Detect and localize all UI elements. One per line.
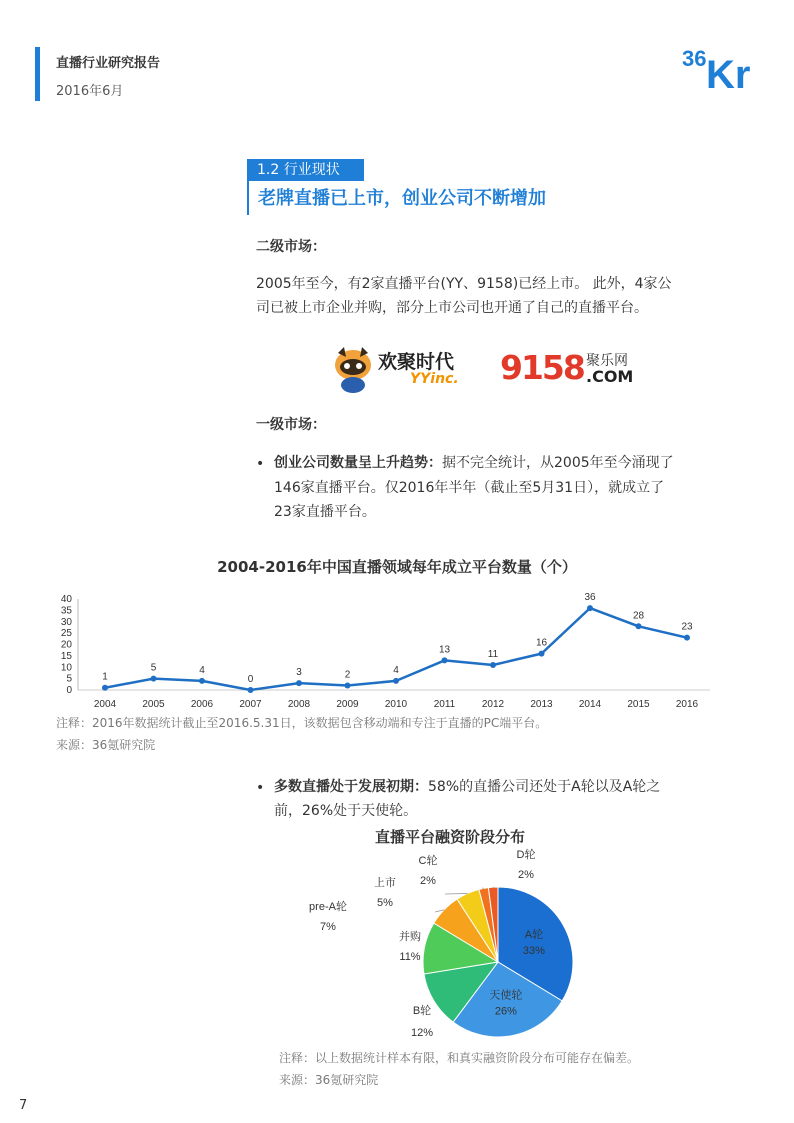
- line-chart-point: [296, 680, 302, 686]
- line-chart-y-tick: 25: [60, 628, 72, 640]
- line-chart-x-tick: 2012: [481, 699, 505, 710]
- line-chart: [40, 590, 720, 712]
- line-chart-point: [587, 605, 593, 611]
- 9158-logo-number: 9158: [500, 348, 584, 387]
- line-chart-y-tick: 5: [66, 673, 72, 685]
- line-chart-data-label: 4: [393, 664, 399, 676]
- secondary-market-label: 二级市场：: [256, 239, 326, 255]
- bullet-2-line1: [274, 775, 734, 800]
- report-date: 2016年6月: [56, 84, 124, 99]
- section-divider: [247, 181, 249, 215]
- primary-market-label: 一级市场：: [256, 417, 326, 433]
- line-chart-point: [539, 651, 545, 657]
- line-chart-series-line: [105, 608, 687, 690]
- 9158-logo-com: .COM: [586, 367, 634, 386]
- line-chart-note: 注释：2016年数据统计截止至2016.5.31日，该数据包含移动端和专注于直播的PC端平台。: [56, 716, 548, 730]
- 36kr-logo: [682, 42, 766, 92]
- line-chart-data-label: 13: [438, 644, 451, 656]
- line-chart-data-label: 28: [632, 610, 645, 622]
- pie-slice-pct: 5%: [377, 897, 393, 909]
- svg-text:36: 36: [682, 46, 707, 71]
- line-chart-x-tick: 2004: [93, 699, 117, 710]
- line-chart-data-label: 2: [344, 669, 351, 681]
- 9158-logo: [500, 342, 640, 392]
- line-chart-x-tick: 2006: [190, 699, 214, 710]
- pie-slice-pct: 33%: [522, 944, 545, 957]
- line-chart-data-label: 3: [296, 667, 302, 679]
- bullet-2-line2: 前，26%处于天使轮。: [274, 803, 418, 819]
- line-chart-data-label: 5: [150, 662, 157, 674]
- line-chart-point: [199, 678, 205, 684]
- line-chart-point: [102, 685, 108, 691]
- section-heading: 老牌直播已上市，创业公司不断增加: [258, 188, 546, 209]
- pie-slice-label: pre-A轮: [309, 901, 347, 913]
- line-chart-point: [636, 623, 642, 629]
- bullet-1-dot: •: [256, 456, 265, 472]
- pie-slice-pct: 12%: [410, 1027, 434, 1039]
- line-chart-x-tick: 2013: [530, 699, 553, 710]
- page-number: 7: [19, 1098, 28, 1113]
- line-chart-y-tick: 10: [60, 662, 72, 674]
- line-chart-data-label: 11: [487, 648, 499, 660]
- report-title: 直播行业研究报告: [56, 56, 161, 71]
- bullet-2-bold: 多数直播处于发展初期：: [274, 779, 428, 795]
- line-chart-x-tick: 2005: [142, 699, 165, 710]
- line-chart-point: [393, 678, 399, 684]
- pie-chart: [300, 848, 600, 1044]
- line-chart-y-tick: 15: [60, 650, 72, 662]
- line-chart-data-label: 23: [681, 621, 693, 633]
- line-chart-point: [151, 676, 157, 682]
- bullet-2-text: 58%的直播公司还处于A轮以及A轮之: [428, 779, 661, 795]
- bullet-1-line1: [274, 451, 734, 476]
- pie-chart-title: 直播平台融资阶段分布: [374, 828, 525, 846]
- line-chart-data-label: 36: [584, 592, 596, 604]
- svg-text:Kr: Kr: [706, 53, 751, 92]
- pie-slice-label: D轮: [516, 849, 536, 861]
- line-chart-x-tick: 2009: [336, 699, 359, 710]
- line-chart-title: 2004-2016年中国直播领域每年成立平台数量（个）: [217, 558, 577, 576]
- line-chart-x-tick: 2016: [675, 699, 699, 710]
- pie-slice-pct: 2%: [518, 869, 534, 881]
- pie-slice-pct: 7%: [320, 921, 336, 933]
- line-chart-point: [345, 682, 351, 688]
- line-chart-x-tick: 2007: [239, 699, 262, 710]
- header-accent-bar: [35, 47, 40, 101]
- line-chart-y-tick: 40: [60, 594, 72, 605]
- line-chart-data-label: 4: [199, 664, 205, 676]
- secondary-market-line2: 司已被上市企业并购，部分上市公司也开通了自己的直播平台。: [256, 300, 648, 316]
- bullet-1-line3: 23家直播平台。: [274, 504, 376, 520]
- 9158-logo-cn: 聚乐网: [586, 353, 628, 369]
- line-chart-x-tick: 2014: [578, 699, 602, 710]
- pie-slice-label: C轮: [418, 855, 438, 867]
- pie-slice-label: 天使轮: [489, 989, 523, 1002]
- line-chart-point: [684, 635, 690, 641]
- yy-logo: [330, 345, 465, 393]
- pie-chart-source: 来源：36氪研究院: [279, 1073, 379, 1087]
- pie-slice-label: B轮: [412, 1005, 432, 1017]
- pie-leader-line: [445, 893, 468, 894]
- line-chart-data-label: 16: [535, 637, 548, 649]
- bullet-1-text: 据不完全统计，从2005年至今涌现了: [442, 455, 674, 471]
- yy-logo-cn: 欢聚时代: [378, 351, 455, 373]
- line-chart-x-tick: 2008: [287, 699, 311, 710]
- secondary-market-line1: 2005年至今，有2家直播平台(YY、9158)已经上市。 此外，4家公: [256, 276, 672, 292]
- line-chart-x-tick: 2010: [384, 699, 408, 710]
- pie-slice-label: A轮: [524, 928, 544, 941]
- line-chart-data-label: 0: [247, 674, 254, 685]
- line-chart-point: [490, 662, 496, 668]
- pie-slice-pct: 11%: [399, 951, 421, 963]
- bullet-2-dot: •: [256, 780, 265, 796]
- pie-slice-label: 上市: [374, 877, 396, 889]
- line-chart-point: [248, 687, 254, 693]
- line-chart-y-tick: 20: [60, 639, 72, 651]
- line-chart-y-tick: 30: [60, 616, 72, 628]
- line-chart-y-tick: 0: [66, 685, 72, 696]
- line-chart-y-tick: 35: [60, 605, 72, 617]
- line-chart-data-label: 1: [102, 671, 108, 683]
- bullet-1-bold: 创业公司数量呈上升趋势：: [274, 455, 442, 471]
- pie-slice-label: 并购: [399, 931, 421, 943]
- bullet-1-line2: 146家直播平台。仅2016年半年（截止至5月31日），就成立了: [274, 480, 665, 496]
- line-chart-source: 来源：36氪研究院: [56, 738, 156, 752]
- pie-slice-pct: 26%: [494, 1005, 517, 1018]
- line-chart-point: [442, 657, 448, 663]
- line-chart-x-tick: 2011: [433, 699, 456, 710]
- section-tag: 1.2 行业现状: [247, 159, 364, 181]
- pie-slice-pct: 2%: [420, 875, 436, 887]
- pie-chart-note: 注释：以上数据统计样本有限，和真实融资阶段分布可能存在偏差。: [279, 1051, 640, 1065]
- raccoon-mascot-icon: [330, 345, 376, 393]
- yy-logo-en: YYinc.: [410, 371, 459, 387]
- line-chart-x-tick: 2015: [627, 699, 650, 710]
